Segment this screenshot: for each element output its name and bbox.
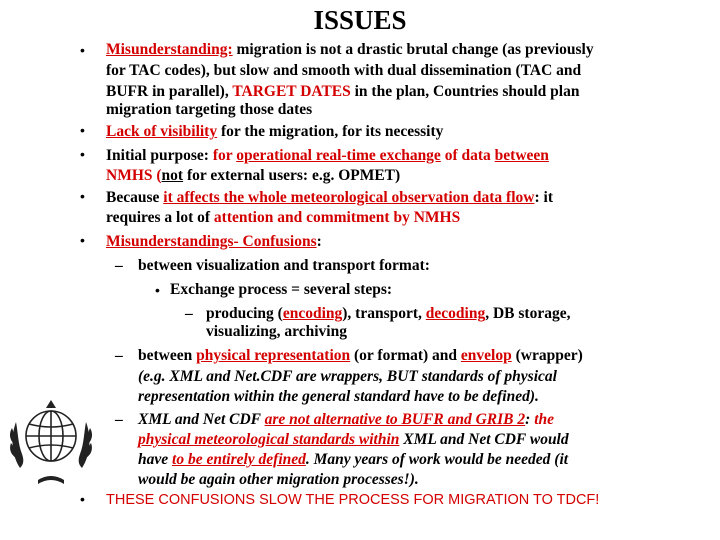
bullet-1-line-1: Misunderstanding: migration is not a drastic brutal change (as previously (106, 41, 594, 58)
wmo-emblem-icon (8, 398, 94, 488)
bullet-1-line-4: migration targeting those dates (106, 101, 313, 118)
sub-bullet-1: • (155, 282, 160, 298)
sub-sub-item-1: Exchange process = several steps: (170, 281, 393, 298)
sub-item-1-line-1: between visualization and transport format: (138, 257, 430, 274)
bullet-3: • (80, 146, 85, 162)
bullet-5: • (80, 232, 85, 248)
bullet-2-line-1: Lack of visibility for the migration, for its necessity (106, 123, 444, 140)
bullet-4: • (80, 188, 85, 204)
bullet-4-line-1: Because it affects the whole meteorological observation data flow: it (106, 189, 553, 206)
sub-item-3-line-2: physical meteorological standards within XML and Net CDF would (138, 431, 569, 448)
sub-item-3-line-3: have to be entirely defined. Many years of work would be needed (it (138, 451, 569, 468)
dash-1: – (115, 257, 123, 274)
bullet-2: • (80, 122, 85, 138)
sub-sub-sub-item-1-line-1: producing (encoding), transport, decoding, DB storage, (206, 305, 571, 322)
bullet-1: • (80, 42, 85, 58)
sub-sub-sub-item-1-line-2: visualizing, archiving (206, 323, 347, 340)
sub-item-2-line-1: between physical representation (or format) and envelop (wrapper) (138, 347, 583, 364)
dash-1a: – (185, 305, 193, 322)
sub-item-2-line-3: representation within the general standard have to be defined). (138, 388, 539, 405)
bullet-3-line-1: Initial purpose: for operational real-time exchange of data between (106, 147, 549, 164)
bullet-4-line-2: requires a lot of attention and commitment by NMHS (106, 209, 461, 226)
bullet-3-line-2: NMHS (not for external users: e.g. OPMET) (106, 167, 401, 184)
bullet-1-line-3: BUFR in parallel), TARGET DATES in the plan, Countries should plan (106, 83, 580, 100)
dash-3: – (115, 411, 123, 428)
bullet-6: • (80, 491, 85, 507)
bullet-1-line-2: for TAC codes), but slow and smooth with dual dissemination (TAC and (106, 62, 582, 79)
dash-2: – (115, 347, 123, 364)
slide-title: ISSUES (313, 5, 407, 35)
sub-item-2-line-2: (e.g. XML and Net.CDF are wrappers, BUT standards of physical (138, 368, 557, 385)
closing-statement: THESE CONFUSIONS SLOW THE PROCESS FOR MIGRATION TO TDCF! (106, 492, 600, 508)
sub-item-3-line-1: XML and Net CDF are not alternative to BUFR and GRIB 2: the (138, 411, 554, 428)
bullet-5-line-1: Misunderstandings- Confusions: (106, 233, 322, 250)
sub-item-3-line-4: would be again other migration processes!). (138, 471, 419, 488)
